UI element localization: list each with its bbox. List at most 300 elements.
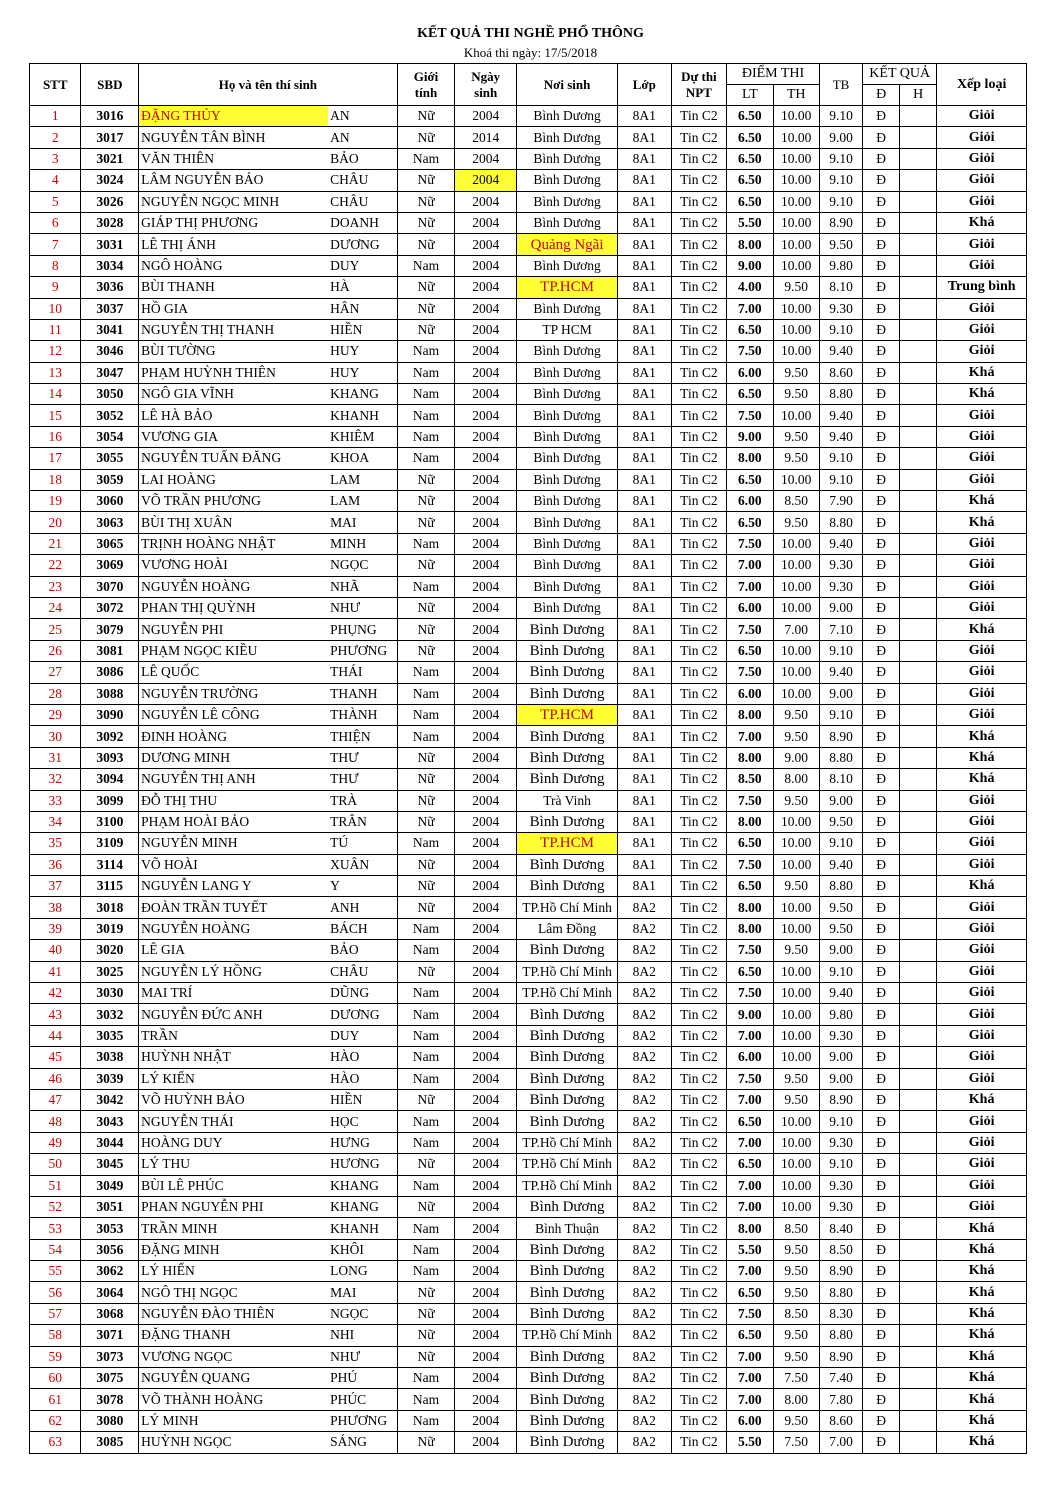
cell-pass: Đ bbox=[863, 1047, 900, 1068]
cell-stt: 2 bbox=[30, 127, 81, 148]
cell-tb: 9.80 bbox=[819, 1004, 862, 1025]
cell-npt: Tin C2 bbox=[671, 298, 727, 319]
cell-lt: 7.00 bbox=[727, 1025, 773, 1046]
cell-class: 8A1 bbox=[618, 811, 672, 832]
cell-surname: VÕ HUỲNH BẢO bbox=[139, 1089, 329, 1110]
header-tb: TB bbox=[819, 64, 862, 106]
cell-dob: 2004 bbox=[455, 769, 517, 790]
table-row bbox=[30, 597, 1027, 618]
cell-stt: 50 bbox=[30, 1154, 81, 1175]
cell-lt: 9.00 bbox=[727, 1004, 773, 1025]
cell-surname: BÙI TƯỜNG bbox=[139, 341, 329, 362]
cell-dob: 2004 bbox=[455, 1175, 517, 1196]
cell-rank: Giỏi bbox=[937, 854, 1027, 875]
cell-hold bbox=[900, 1261, 937, 1282]
cell-tb: 9.10 bbox=[819, 448, 862, 469]
cell-given-name: HƯNG bbox=[328, 1132, 397, 1153]
cell-surname: NGUYỄN MINH bbox=[139, 833, 329, 854]
cell-rank: Khá bbox=[937, 619, 1027, 640]
cell-stt: 22 bbox=[30, 555, 81, 576]
cell-class: 8A1 bbox=[618, 619, 672, 640]
table-row bbox=[30, 1410, 1027, 1431]
cell-hold bbox=[900, 854, 937, 875]
cell-pass: Đ bbox=[863, 555, 900, 576]
cell-tb: 9.00 bbox=[819, 683, 862, 704]
cell-pass: Đ bbox=[863, 1218, 900, 1239]
cell-tb: 9.30 bbox=[819, 298, 862, 319]
cell-birthplace: Bình Dương bbox=[517, 854, 618, 875]
cell-rank: Giỏi bbox=[937, 533, 1027, 554]
cell-tb: 9.10 bbox=[819, 191, 862, 212]
cell-class: 8A2 bbox=[618, 961, 672, 982]
cell-gender: Nam bbox=[397, 1004, 455, 1025]
cell-th: 9.50 bbox=[773, 1239, 819, 1260]
cell-dob: 2004 bbox=[455, 897, 517, 918]
cell-pass: Đ bbox=[863, 533, 900, 554]
cell-dob: 2004 bbox=[455, 1218, 517, 1239]
cell-stt: 21 bbox=[30, 533, 81, 554]
cell-given-name: HÀ bbox=[328, 277, 397, 298]
cell-sbd: 3092 bbox=[81, 726, 139, 747]
cell-surname: NGUYỄN NGỌC MINH bbox=[139, 191, 329, 212]
table-row bbox=[30, 1218, 1027, 1239]
cell-tb: 8.80 bbox=[819, 747, 862, 768]
cell-dob: 2004 bbox=[455, 1368, 517, 1389]
cell-th: 9.50 bbox=[773, 512, 819, 533]
cell-rank: Khá bbox=[937, 1325, 1027, 1346]
cell-th: 10.00 bbox=[773, 854, 819, 875]
table-row bbox=[30, 833, 1027, 854]
table-row bbox=[30, 662, 1027, 683]
cell-stt: 13 bbox=[30, 362, 81, 383]
cell-gender: Nữ bbox=[397, 491, 455, 512]
cell-gender: Nam bbox=[397, 576, 455, 597]
cell-surname: HOÀNG DUY bbox=[139, 1132, 329, 1153]
cell-hold bbox=[900, 833, 937, 854]
table-row bbox=[30, 1432, 1027, 1453]
table-row bbox=[30, 1303, 1027, 1324]
cell-sbd: 3046 bbox=[81, 341, 139, 362]
cell-surname: NGUYỄN LÊ CÔNG bbox=[139, 704, 329, 725]
cell-hold bbox=[900, 1068, 937, 1089]
cell-surname: VƯƠNG NGỌC bbox=[139, 1346, 329, 1367]
cell-class: 8A2 bbox=[618, 1389, 672, 1410]
cell-surname: PHẠM HUỲNH THIÊN bbox=[139, 362, 329, 383]
cell-th: 10.00 bbox=[773, 1196, 819, 1217]
table-row bbox=[30, 983, 1027, 1004]
cell-lt: 6.50 bbox=[727, 319, 773, 340]
cell-surname: NGUYỄN HOÀNG bbox=[139, 576, 329, 597]
cell-dob: 2004 bbox=[455, 961, 517, 982]
cell-th: 10.00 bbox=[773, 298, 819, 319]
cell-pass: Đ bbox=[863, 1004, 900, 1025]
cell-birthplace: Bình Dương bbox=[517, 212, 618, 233]
cell-sbd: 3080 bbox=[81, 1410, 139, 1431]
cell-sbd: 3025 bbox=[81, 961, 139, 982]
cell-pass: Đ bbox=[863, 512, 900, 533]
cell-th: 10.00 bbox=[773, 106, 819, 127]
cell-dob: 2004 bbox=[455, 1325, 517, 1346]
cell-npt: Tin C2 bbox=[671, 1239, 727, 1260]
cell-surname: VƯƠNG GIA bbox=[139, 426, 329, 447]
cell-hold bbox=[900, 769, 937, 790]
cell-hold bbox=[900, 619, 937, 640]
cell-class: 8A2 bbox=[618, 1303, 672, 1324]
cell-lt: 6.50 bbox=[727, 833, 773, 854]
cell-sbd: 3028 bbox=[81, 212, 139, 233]
cell-th: 10.00 bbox=[773, 640, 819, 661]
cell-gender: Nữ bbox=[397, 1432, 455, 1453]
cell-stt: 4 bbox=[30, 170, 81, 191]
cell-surname: TRỊNH HOÀNG NHẬT bbox=[139, 533, 329, 554]
cell-th: 9.50 bbox=[773, 426, 819, 447]
cell-rank: Giỏi bbox=[937, 811, 1027, 832]
cell-th: 9.50 bbox=[773, 726, 819, 747]
cell-surname: ĐẶNG THỦY bbox=[139, 106, 329, 127]
cell-dob: 2004 bbox=[455, 640, 517, 661]
cell-hold bbox=[900, 897, 937, 918]
table-row bbox=[30, 747, 1027, 768]
cell-sbd: 3031 bbox=[81, 234, 139, 255]
cell-pass: Đ bbox=[863, 704, 900, 725]
cell-class: 8A2 bbox=[618, 1154, 672, 1175]
cell-dob: 2004 bbox=[455, 426, 517, 447]
cell-rank: Giỏi bbox=[937, 961, 1027, 982]
cell-dob: 2004 bbox=[455, 384, 517, 405]
cell-lt: 5.50 bbox=[727, 1432, 773, 1453]
cell-class: 8A2 bbox=[618, 1325, 672, 1346]
cell-tb: 8.80 bbox=[819, 512, 862, 533]
cell-surname: NGUYỄN PHI bbox=[139, 619, 329, 640]
cell-class: 8A1 bbox=[618, 704, 672, 725]
cell-birthplace: Bình Dương bbox=[517, 255, 618, 276]
cell-pass: Đ bbox=[863, 341, 900, 362]
cell-class: 8A1 bbox=[618, 384, 672, 405]
cell-given-name: HUY bbox=[328, 341, 397, 362]
cell-npt: Tin C2 bbox=[671, 1196, 727, 1217]
cell-rank: Khá bbox=[937, 512, 1027, 533]
table-row bbox=[30, 1196, 1027, 1217]
cell-dob: 2004 bbox=[455, 876, 517, 897]
cell-stt: 28 bbox=[30, 683, 81, 704]
cell-th: 10.00 bbox=[773, 918, 819, 939]
cell-th: 10.00 bbox=[773, 1132, 819, 1153]
cell-sbd: 3109 bbox=[81, 833, 139, 854]
cell-gender: Nam bbox=[397, 704, 455, 725]
cell-class: 8A1 bbox=[618, 597, 672, 618]
cell-dob: 2004 bbox=[455, 234, 517, 255]
cell-class: 8A1 bbox=[618, 662, 672, 683]
cell-surname: LÝ HIỂN bbox=[139, 1261, 329, 1282]
cell-th: 10.00 bbox=[773, 319, 819, 340]
table-row bbox=[30, 341, 1027, 362]
cell-stt: 51 bbox=[30, 1175, 81, 1196]
cell-th: 10.00 bbox=[773, 1175, 819, 1196]
cell-lt: 7.50 bbox=[727, 1068, 773, 1089]
cell-surname: LÊ HÀ BẢO bbox=[139, 405, 329, 426]
cell-surname: NGUYỄN THỊ ANH bbox=[139, 769, 329, 790]
cell-rank: Khá bbox=[937, 1389, 1027, 1410]
cell-sbd: 3017 bbox=[81, 127, 139, 148]
cell-pass: Đ bbox=[863, 1303, 900, 1324]
cell-th: 10.00 bbox=[773, 1154, 819, 1175]
cell-pass: Đ bbox=[863, 1325, 900, 1346]
cell-lt: 5.50 bbox=[727, 1239, 773, 1260]
cell-hold bbox=[900, 1325, 937, 1346]
cell-lt: 6.00 bbox=[727, 362, 773, 383]
cell-pass: Đ bbox=[863, 897, 900, 918]
cell-gender: Nam bbox=[397, 726, 455, 747]
cell-th: 9.00 bbox=[773, 747, 819, 768]
cell-hold bbox=[900, 405, 937, 426]
cell-birthplace: Bình Dương bbox=[517, 1282, 618, 1303]
cell-birthplace: Bình Dương bbox=[517, 1303, 618, 1324]
cell-lt: 7.00 bbox=[727, 576, 773, 597]
table-row bbox=[30, 1154, 1027, 1175]
cell-birthplace: Bình Dương bbox=[517, 876, 618, 897]
cell-class: 8A1 bbox=[618, 747, 672, 768]
cell-th: 10.00 bbox=[773, 191, 819, 212]
cell-gender: Nữ bbox=[397, 234, 455, 255]
cell-surname: HỒ GIA bbox=[139, 298, 329, 319]
table-row bbox=[30, 405, 1027, 426]
cell-birthplace: Bình Dương bbox=[517, 1068, 618, 1089]
cell-surname: BÙI LÊ PHÚC bbox=[139, 1175, 329, 1196]
cell-rank: Giỏi bbox=[937, 1132, 1027, 1153]
cell-rank: Khá bbox=[937, 1089, 1027, 1110]
cell-stt: 5 bbox=[30, 191, 81, 212]
cell-given-name: KHANH bbox=[328, 405, 397, 426]
cell-gender: Nữ bbox=[397, 469, 455, 490]
cell-rank: Giỏi bbox=[937, 148, 1027, 169]
cell-surname: VƯƠNG HOÀI bbox=[139, 555, 329, 576]
cell-gender: Nữ bbox=[397, 1325, 455, 1346]
cell-hold bbox=[900, 1282, 937, 1303]
cell-gender: Nam bbox=[397, 533, 455, 554]
cell-class: 8A1 bbox=[618, 212, 672, 233]
cell-given-name: PHỤNG bbox=[328, 619, 397, 640]
cell-class: 8A1 bbox=[618, 319, 672, 340]
cell-npt: Tin C2 bbox=[671, 170, 727, 191]
cell-gender: Nữ bbox=[397, 961, 455, 982]
cell-lt: 6.00 bbox=[727, 1410, 773, 1431]
cell-th: 10.00 bbox=[773, 405, 819, 426]
cell-npt: Tin C2 bbox=[671, 533, 727, 554]
cell-given-name: AN bbox=[328, 106, 397, 127]
cell-hold bbox=[900, 1154, 937, 1175]
cell-rank: Giỏi bbox=[937, 426, 1027, 447]
table-row bbox=[30, 704, 1027, 725]
cell-given-name: Y bbox=[328, 876, 397, 897]
cell-given-name: AN bbox=[328, 127, 397, 148]
cell-birthplace: Bình Dương bbox=[517, 106, 618, 127]
cell-stt: 19 bbox=[30, 491, 81, 512]
cell-tb: 9.10 bbox=[819, 1111, 862, 1132]
cell-lt: 9.00 bbox=[727, 255, 773, 276]
cell-sbd: 3059 bbox=[81, 469, 139, 490]
cell-stt: 55 bbox=[30, 1261, 81, 1282]
cell-given-name: HIỀN bbox=[328, 319, 397, 340]
cell-sbd: 3044 bbox=[81, 1132, 139, 1153]
cell-rank: Giỏi bbox=[937, 448, 1027, 469]
cell-given-name: CHÂU bbox=[328, 961, 397, 982]
cell-stt: 38 bbox=[30, 897, 81, 918]
cell-lt: 6.50 bbox=[727, 512, 773, 533]
cell-npt: Tin C2 bbox=[671, 384, 727, 405]
cell-gender: Nam bbox=[397, 1389, 455, 1410]
cell-th: 10.00 bbox=[773, 897, 819, 918]
cell-lt: 6.00 bbox=[727, 1047, 773, 1068]
cell-pass: Đ bbox=[863, 255, 900, 276]
cell-gender: Nam bbox=[397, 362, 455, 383]
cell-npt: Tin C2 bbox=[671, 1047, 727, 1068]
cell-npt: Tin C2 bbox=[671, 234, 727, 255]
cell-pass: Đ bbox=[863, 1410, 900, 1431]
cell-npt: Tin C2 bbox=[671, 876, 727, 897]
cell-lt: 4.00 bbox=[727, 277, 773, 298]
cell-gender: Nam bbox=[397, 983, 455, 1004]
cell-lt: 6.50 bbox=[727, 1111, 773, 1132]
cell-npt: Tin C2 bbox=[671, 1218, 727, 1239]
cell-class: 8A1 bbox=[618, 148, 672, 169]
cell-npt: Tin C2 bbox=[671, 940, 727, 961]
cell-birthplace: TP.Hồ Chí Minh bbox=[517, 897, 618, 918]
cell-gender: Nam bbox=[397, 833, 455, 854]
cell-pass: Đ bbox=[863, 854, 900, 875]
cell-stt: 3 bbox=[30, 148, 81, 169]
cell-tb: 8.60 bbox=[819, 1410, 862, 1431]
cell-tb: 9.10 bbox=[819, 469, 862, 490]
cell-stt: 31 bbox=[30, 747, 81, 768]
page-title: KẾT QUẢ THI NGHỀ PHỔ THÔNG bbox=[417, 26, 644, 41]
cell-npt: Tin C2 bbox=[671, 1111, 727, 1132]
cell-dob: 2004 bbox=[455, 298, 517, 319]
cell-pass: Đ bbox=[863, 1432, 900, 1453]
cell-surname: PHAN NGUYỄN PHI bbox=[139, 1196, 329, 1217]
cell-gender: Nam bbox=[397, 1261, 455, 1282]
cell-rank: Khá bbox=[937, 726, 1027, 747]
cell-dob: 2004 bbox=[455, 576, 517, 597]
cell-class: 8A1 bbox=[618, 298, 672, 319]
header-score: ĐIỂM THI bbox=[727, 64, 820, 85]
cell-surname: HUỲNH NGỌC bbox=[139, 1432, 329, 1453]
table-row bbox=[30, 127, 1027, 148]
cell-th: 9.50 bbox=[773, 876, 819, 897]
cell-pass: Đ bbox=[863, 576, 900, 597]
cell-gender: Nam bbox=[397, 426, 455, 447]
cell-class: 8A1 bbox=[618, 854, 672, 875]
cell-th: 9.50 bbox=[773, 1282, 819, 1303]
cell-stt: 20 bbox=[30, 512, 81, 533]
cell-class: 8A1 bbox=[618, 726, 672, 747]
cell-hold bbox=[900, 1410, 937, 1431]
cell-class: 8A2 bbox=[618, 1218, 672, 1239]
cell-class: 8A2 bbox=[618, 1410, 672, 1431]
cell-gender: Nam bbox=[397, 341, 455, 362]
cell-dob: 2004 bbox=[455, 1068, 517, 1089]
cell-lt: 6.50 bbox=[727, 961, 773, 982]
header-rank: Xếp loại bbox=[937, 64, 1027, 106]
table-row bbox=[30, 170, 1027, 191]
cell-given-name: BẢO bbox=[328, 940, 397, 961]
cell-lt: 7.50 bbox=[727, 1303, 773, 1324]
cell-th: 10.00 bbox=[773, 555, 819, 576]
cell-birthplace: TP.HCM bbox=[517, 833, 618, 854]
cell-tb: 9.10 bbox=[819, 170, 862, 191]
table-row bbox=[30, 533, 1027, 554]
cell-hold bbox=[900, 640, 937, 661]
cell-sbd: 3090 bbox=[81, 704, 139, 725]
cell-tb: 9.40 bbox=[819, 854, 862, 875]
cell-lt: 6.00 bbox=[727, 597, 773, 618]
cell-given-name: PHƯƠNG bbox=[328, 640, 397, 661]
cell-npt: Tin C2 bbox=[671, 704, 727, 725]
cell-rank: Giỏi bbox=[937, 1047, 1027, 1068]
cell-pass: Đ bbox=[863, 597, 900, 618]
cell-birthplace: Bình Dương bbox=[517, 1432, 618, 1453]
cell-th: 9.50 bbox=[773, 790, 819, 811]
cell-th: 10.00 bbox=[773, 127, 819, 148]
cell-pass: Đ bbox=[863, 1261, 900, 1282]
table-row bbox=[30, 1239, 1027, 1260]
cell-npt: Tin C2 bbox=[671, 148, 727, 169]
cell-pass: Đ bbox=[863, 1175, 900, 1196]
cell-stt: 36 bbox=[30, 854, 81, 875]
cell-birthplace: Bình Dương bbox=[517, 597, 618, 618]
cell-surname: ĐẶNG THANH bbox=[139, 1325, 329, 1346]
cell-surname: PHẠM HOÀI BẢO bbox=[139, 811, 329, 832]
cell-birthplace: Bình Dương bbox=[517, 1089, 618, 1110]
cell-stt: 32 bbox=[30, 769, 81, 790]
cell-tb: 9.10 bbox=[819, 319, 862, 340]
table-row bbox=[30, 811, 1027, 832]
table-row bbox=[30, 1261, 1027, 1282]
cell-npt: Tin C2 bbox=[671, 1432, 727, 1453]
cell-stt: 45 bbox=[30, 1047, 81, 1068]
cell-dob: 2004 bbox=[455, 683, 517, 704]
cell-dob: 2004 bbox=[455, 918, 517, 939]
cell-npt: Tin C2 bbox=[671, 683, 727, 704]
cell-sbd: 3034 bbox=[81, 255, 139, 276]
cell-class: 8A2 bbox=[618, 897, 672, 918]
cell-lt: 7.00 bbox=[727, 1132, 773, 1153]
cell-surname: NGUYỄN THÁI bbox=[139, 1111, 329, 1132]
cell-stt: 1 bbox=[30, 106, 81, 127]
cell-npt: Tin C2 bbox=[671, 426, 727, 447]
page-subtitle: Khoá thi ngày: 17/5/2018 bbox=[463, 45, 598, 60]
cell-birthplace: Bình Dương bbox=[517, 148, 618, 169]
cell-given-name: THANH bbox=[328, 683, 397, 704]
table-row bbox=[30, 619, 1027, 640]
cell-gender: Nữ bbox=[397, 790, 455, 811]
cell-rank: Giỏi bbox=[937, 897, 1027, 918]
cell-dob: 2004 bbox=[455, 448, 517, 469]
cell-npt: Tin C2 bbox=[671, 747, 727, 768]
cell-stt: 29 bbox=[30, 704, 81, 725]
cell-npt: Tin C2 bbox=[671, 1410, 727, 1431]
table-row bbox=[30, 512, 1027, 533]
cell-th: 10.00 bbox=[773, 683, 819, 704]
cell-dob: 2004 bbox=[455, 1410, 517, 1431]
cell-given-name: TRÂN bbox=[328, 811, 397, 832]
cell-sbd: 3065 bbox=[81, 533, 139, 554]
cell-sbd: 3030 bbox=[81, 983, 139, 1004]
table-row bbox=[30, 362, 1027, 383]
cell-class: 8A2 bbox=[618, 983, 672, 1004]
cell-tb: 8.10 bbox=[819, 769, 862, 790]
cell-class: 8A2 bbox=[618, 1282, 672, 1303]
cell-npt: Tin C2 bbox=[671, 362, 727, 383]
